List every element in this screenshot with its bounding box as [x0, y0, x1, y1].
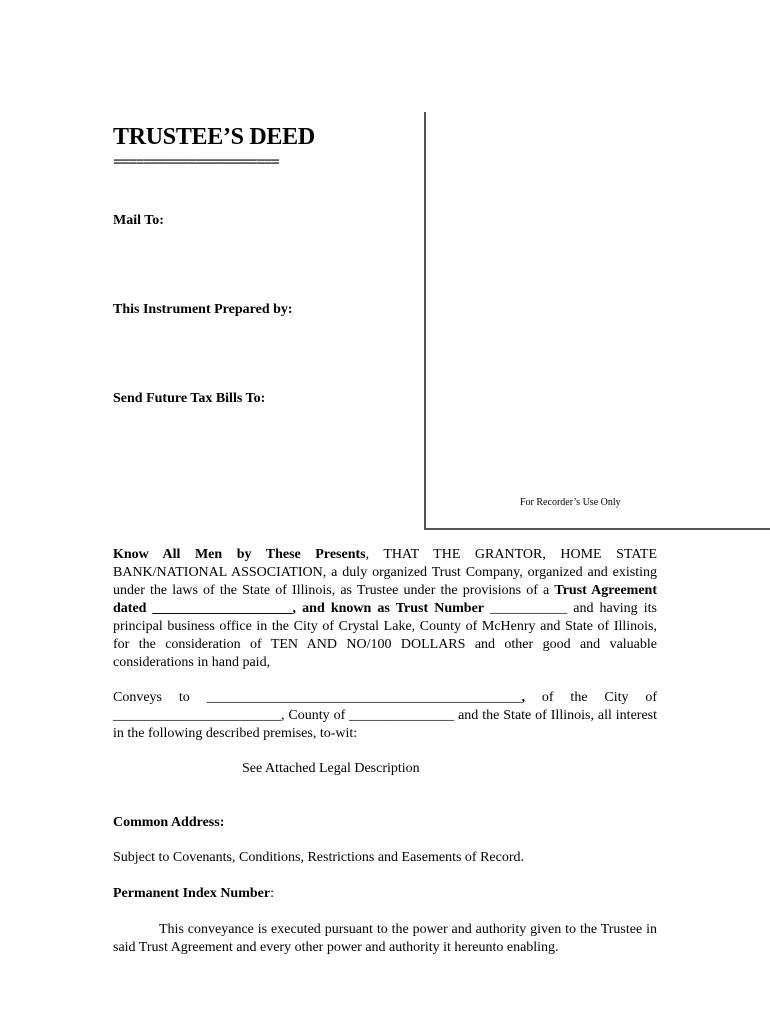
- conveys-paragraph: [113, 689, 657, 743]
- grantor-lead: Know All Men by These Presents: [113, 547, 366, 562]
- document-title: TRUSTEE’S DEED: [113, 124, 315, 150]
- conveys-text-b: of the City of ________________________, County of _______________ and the State of Illinois, all interest in the following described premises, to-wit:: [113, 690, 657, 741]
- tax-bills-label: Send Future Tax Bills To:: [113, 391, 266, 406]
- pin-label: Permanent Index Number: [113, 886, 271, 901]
- grantor-paragraph: [113, 546, 657, 672]
- common-address-label: Common Address:: [113, 815, 225, 830]
- trust-agreement-text: Trust Agreement dated ____________________, and known as Trust Number: [113, 583, 657, 616]
- recorder-use-note: For Recorder’s Use Only: [520, 497, 621, 508]
- conveys-text-a: Conveys to _____________________________________________: [113, 690, 522, 705]
- prepared-by-label: This Instrument Prepared by:: [113, 302, 293, 317]
- conveys-comma: ,: [521, 690, 526, 705]
- grantor-text-a: , THAT THE GRANTOR, HOME STATE BANK/NATIONAL ASSOCIATION, a duly organized Trust Company, organized and existing under the laws of the State of Illinois, as Trustee under the provisions of a: [113, 547, 657, 598]
- pin-colon: :: [270, 886, 274, 901]
- legal-description-note: See Attached Legal Description: [242, 761, 420, 776]
- mail-to-label: Mail To:: [113, 213, 164, 228]
- grantor-text-b: ___________ and having its principal business office in the City of Crystal Lake, County of McHenry and State of Illinois, for the consideration of TEN AND NO/100 DOLLARS and other good and valuable considerations in hand paid,: [113, 601, 657, 670]
- recorder-box-bottom-border: [424, 528, 770, 530]
- recorder-box-left-border: [424, 112, 426, 530]
- subject-to-text: Subject to Covenants, Conditions, Restrictions and Easements of Record.: [113, 850, 524, 865]
- title-underline-rule: ======================: [113, 156, 279, 170]
- pin-line: [113, 886, 274, 902]
- conveyance-paragraph: This conveyance is executed pursuant to the power and authority given to the Trustee in said Trust Agreement and every other power and authority it hereunto enabling.: [113, 922, 657, 955]
